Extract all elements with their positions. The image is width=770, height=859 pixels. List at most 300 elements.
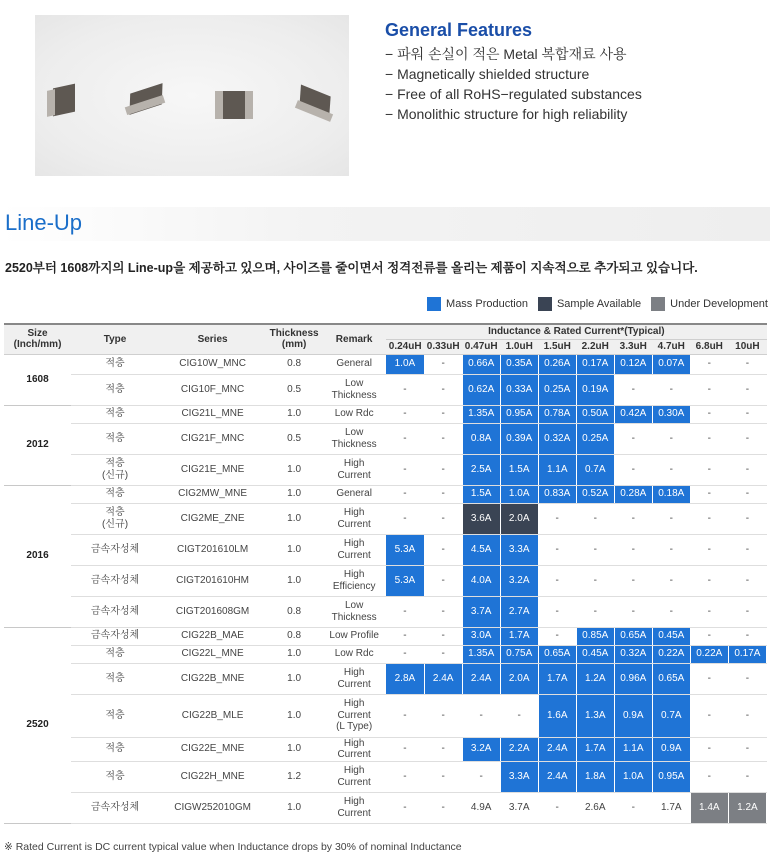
rated-current-cell: 0.17A bbox=[728, 645, 766, 663]
rated-current-cell: - bbox=[386, 454, 424, 485]
rated-current-cell: - bbox=[728, 761, 766, 792]
product-photo bbox=[35, 15, 349, 176]
rated-current-cell: 0.30A bbox=[652, 405, 690, 423]
lineup-table bbox=[4, 323, 767, 824]
rated-current-cell: - bbox=[538, 596, 576, 627]
rated-current-cell: - bbox=[538, 627, 576, 645]
type-cell: 적층 bbox=[71, 761, 159, 792]
rated-current-cell: - bbox=[690, 627, 728, 645]
thickness-cell: 1.0 bbox=[266, 792, 322, 823]
rated-current-cell: 1.0A bbox=[614, 761, 652, 792]
type-cell: 금속자성체 bbox=[71, 627, 159, 645]
rated-current-cell: - bbox=[424, 534, 462, 565]
rated-current-cell: 0.19A bbox=[576, 374, 614, 405]
rated-current-cell: 1.0A bbox=[500, 485, 538, 503]
rated-current-cell: - bbox=[690, 503, 728, 534]
rated-current-cell: 1.7A bbox=[538, 663, 576, 694]
series-cell: CIG22E_MNE bbox=[159, 737, 266, 761]
thickness-cell: 1.0 bbox=[266, 485, 322, 503]
table-row bbox=[4, 761, 767, 792]
rated-current-cell: - bbox=[424, 792, 462, 823]
type-cell: 적층 bbox=[71, 737, 159, 761]
rated-current-cell: - bbox=[728, 405, 766, 423]
rated-current-cell: - bbox=[538, 503, 576, 534]
rated-current-cell: 1.2A bbox=[576, 663, 614, 694]
legend-swatch bbox=[538, 297, 552, 311]
feature-item: − Monolithic structure for high reliability bbox=[385, 106, 628, 122]
rated-current-cell: - bbox=[728, 423, 766, 454]
remark-cell: General bbox=[322, 485, 386, 503]
series-cell: CIGT201608GM bbox=[159, 596, 266, 627]
series-cell: CIG10W_MNC bbox=[159, 354, 266, 374]
header-inductance-value: 10uH bbox=[728, 339, 766, 354]
rated-current-cell: - bbox=[424, 503, 462, 534]
remark-cell: High Efficiency bbox=[322, 565, 386, 596]
rated-current-cell: - bbox=[652, 534, 690, 565]
size-cell: 2012 bbox=[4, 405, 71, 485]
rated-current-cell: - bbox=[424, 737, 462, 761]
rated-current-cell: 5.3A bbox=[386, 534, 424, 565]
rated-current-cell: - bbox=[386, 405, 424, 423]
rated-current-cell: 0.28A bbox=[614, 485, 652, 503]
legend-item-under-development bbox=[651, 297, 768, 311]
rated-current-cell: 2.4A bbox=[462, 663, 500, 694]
type-cell: 금속자성체 bbox=[71, 534, 159, 565]
rated-current-cell: - bbox=[728, 565, 766, 596]
type-cell: 적층 bbox=[71, 354, 159, 374]
rated-current-cell: 2.5A bbox=[462, 454, 500, 485]
series-cell: CIGT201610HM bbox=[159, 565, 266, 596]
rated-current-cell: 0.12A bbox=[614, 354, 652, 374]
rated-current-cell: - bbox=[728, 454, 766, 485]
thickness-cell: 1.0 bbox=[266, 405, 322, 423]
series-cell: CIG21E_MNE bbox=[159, 454, 266, 485]
series-cell: CIG21F_MNC bbox=[159, 423, 266, 454]
rated-current-cell: - bbox=[728, 503, 766, 534]
rated-current-cell: 0.32A bbox=[614, 645, 652, 663]
rated-current-cell: 0.52A bbox=[576, 485, 614, 503]
features-list bbox=[385, 44, 765, 124]
rated-current-cell: - bbox=[424, 694, 462, 737]
legend bbox=[417, 297, 768, 311]
rated-current-cell: - bbox=[386, 485, 424, 503]
rated-current-cell: - bbox=[424, 485, 462, 503]
rated-current-cell: 1.7A bbox=[652, 792, 690, 823]
rated-current-cell: 0.9A bbox=[652, 737, 690, 761]
rated-current-cell: - bbox=[614, 374, 652, 405]
rated-current-cell: 1.35A bbox=[462, 405, 500, 423]
rated-current-cell: - bbox=[690, 694, 728, 737]
table-row bbox=[4, 503, 767, 534]
rated-current-cell: 0.83A bbox=[538, 485, 576, 503]
thickness-cell: 1.0 bbox=[266, 663, 322, 694]
chip-image bbox=[123, 85, 173, 121]
rated-current-cell: - bbox=[652, 423, 690, 454]
series-cell: CIGW252010GM bbox=[159, 792, 266, 823]
thickness-cell: 0.8 bbox=[266, 627, 322, 645]
rated-current-cell: - bbox=[386, 596, 424, 627]
rated-current-cell: 2.4A bbox=[538, 761, 576, 792]
rated-current-cell: - bbox=[614, 534, 652, 565]
rated-current-cell: 3.3A bbox=[500, 534, 538, 565]
rated-current-cell: 0.66A bbox=[462, 354, 500, 374]
rated-current-cell: 0.26A bbox=[538, 354, 576, 374]
rated-current-cell: - bbox=[690, 485, 728, 503]
type-cell: 적층 bbox=[71, 423, 159, 454]
rated-current-cell: 0.42A bbox=[614, 405, 652, 423]
rated-current-cell: 0.85A bbox=[576, 627, 614, 645]
table-row bbox=[4, 596, 767, 627]
rated-current-cell: 3.0A bbox=[462, 627, 500, 645]
chip-image bbox=[293, 89, 339, 125]
lineup-description: 2520부터 1608까지의 Line-up을 제공하고 있으며, 사이즈를 줄이면서 정격전류를 올리는 제품이 지속적으로 추가되고 있습니다. bbox=[5, 261, 698, 275]
remark-cell: General bbox=[322, 354, 386, 374]
thickness-cell: 0.8 bbox=[266, 354, 322, 374]
type-cell: 금속자성체 bbox=[71, 565, 159, 596]
rated-current-cell: - bbox=[652, 596, 690, 627]
rated-current-cell: 3.7A bbox=[462, 596, 500, 627]
rated-current-cell: - bbox=[424, 596, 462, 627]
rated-current-cell: - bbox=[690, 565, 728, 596]
type-cell: 적층 bbox=[71, 405, 159, 423]
thickness-cell: 1.0 bbox=[266, 565, 322, 596]
features-title: General Features bbox=[385, 20, 533, 40]
rated-current-cell: 0.07A bbox=[652, 354, 690, 374]
rated-current-cell: 1.7A bbox=[500, 627, 538, 645]
lineup-header-band bbox=[0, 207, 770, 241]
remark-cell: Low Rdc bbox=[322, 405, 386, 423]
rated-current-cell: - bbox=[386, 761, 424, 792]
table-row bbox=[4, 423, 767, 454]
table-row bbox=[4, 534, 767, 565]
rated-current-cell: - bbox=[424, 627, 462, 645]
rated-current-cell: 0.96A bbox=[614, 663, 652, 694]
rated-current-cell: 0.18A bbox=[652, 485, 690, 503]
header-inductance-value: 0.24uH bbox=[386, 339, 424, 354]
series-cell: CIG22B_MLE bbox=[159, 694, 266, 737]
type-cell: 적층 (신규) bbox=[71, 454, 159, 485]
table-row bbox=[4, 645, 767, 663]
rated-current-cell: 4.5A bbox=[462, 534, 500, 565]
header-inductance-value: 1.5uH bbox=[538, 339, 576, 354]
remark-cell: High Current bbox=[322, 534, 386, 565]
legend-swatch bbox=[651, 297, 665, 311]
table-row bbox=[4, 454, 767, 485]
remark-cell: High Current bbox=[322, 761, 386, 792]
rated-current-cell: - bbox=[538, 565, 576, 596]
table-row bbox=[4, 485, 767, 503]
rated-current-cell: - bbox=[576, 565, 614, 596]
rated-current-cell: 0.17A bbox=[576, 354, 614, 374]
header-inductance-value: 0.47uH bbox=[462, 339, 500, 354]
rated-current-cell: 0.75A bbox=[500, 645, 538, 663]
rated-current-cell: 0.62A bbox=[462, 374, 500, 405]
rated-current-cell: 4.9A bbox=[462, 792, 500, 823]
rated-current-cell: - bbox=[424, 565, 462, 596]
rated-current-cell: - bbox=[576, 534, 614, 565]
rated-current-cell: - bbox=[424, 454, 462, 485]
rated-current-cell: 1.8A bbox=[576, 761, 614, 792]
rated-current-cell: - bbox=[728, 354, 766, 374]
footnote: ※ Rated Current is DC current typical value when Inductance drops by 30% of nominal Inductance bbox=[4, 841, 462, 853]
rated-current-cell: 1.5A bbox=[500, 454, 538, 485]
table-row bbox=[4, 354, 767, 374]
rated-current-cell: 2.0A bbox=[500, 503, 538, 534]
header-inductance-value: 3.3uH bbox=[614, 339, 652, 354]
rated-current-cell: 0.35A bbox=[500, 354, 538, 374]
remark-cell: Low Profile bbox=[322, 627, 386, 645]
rated-current-cell: 2.4A bbox=[424, 663, 462, 694]
remark-cell: Low Rdc bbox=[322, 645, 386, 663]
thickness-cell: 0.5 bbox=[266, 374, 322, 405]
rated-current-cell: 1.7A bbox=[576, 737, 614, 761]
rated-current-cell: - bbox=[538, 792, 576, 823]
thickness-cell: 1.2 bbox=[266, 761, 322, 792]
header-inductance-value: 1.0uH bbox=[500, 339, 538, 354]
rated-current-cell: - bbox=[728, 627, 766, 645]
rated-current-cell: - bbox=[652, 565, 690, 596]
legend-label: Mass Production bbox=[446, 298, 528, 310]
rated-current-cell: 0.65A bbox=[614, 627, 652, 645]
feature-item: − 파워 손실이 적은 Metal 복합재료 사용 bbox=[385, 46, 627, 62]
rated-current-cell: - bbox=[424, 761, 462, 792]
rated-current-cell: - bbox=[728, 534, 766, 565]
thickness-cell: 0.8 bbox=[266, 596, 322, 627]
thickness-cell: 1.0 bbox=[266, 534, 322, 565]
feature-item: − Free of all RoHS−regulated substances bbox=[385, 86, 642, 102]
rated-current-cell: 0.22A bbox=[652, 645, 690, 663]
rated-current-cell: - bbox=[728, 663, 766, 694]
rated-current-cell: - bbox=[614, 454, 652, 485]
rated-current-cell: 1.6A bbox=[538, 694, 576, 737]
rated-current-cell: 0.25A bbox=[576, 423, 614, 454]
rated-current-cell: 0.39A bbox=[500, 423, 538, 454]
header-thickness-label: Thickness (mm) bbox=[269, 327, 319, 351]
rated-current-cell: - bbox=[538, 534, 576, 565]
rated-current-cell: - bbox=[614, 503, 652, 534]
header-type: Type bbox=[71, 324, 159, 354]
rated-current-cell: - bbox=[728, 694, 766, 737]
rated-current-cell: 0.95A bbox=[652, 761, 690, 792]
table-row bbox=[4, 694, 767, 737]
rated-current-cell: 0.22A bbox=[690, 645, 728, 663]
rated-current-cell: 5.3A bbox=[386, 565, 424, 596]
rated-current-cell: 1.5A bbox=[462, 485, 500, 503]
rated-current-cell: - bbox=[386, 627, 424, 645]
rated-current-cell: 3.3A bbox=[500, 761, 538, 792]
rated-current-cell: - bbox=[690, 737, 728, 761]
table-row bbox=[4, 737, 767, 761]
rated-current-cell: 2.7A bbox=[500, 596, 538, 627]
header-inductance: Inductance & Rated Current*(Typical) bbox=[386, 324, 766, 339]
series-cell: CIG22B_MAE bbox=[159, 627, 266, 645]
rated-current-cell: - bbox=[690, 596, 728, 627]
header-inductance-value: 6.8uH bbox=[690, 339, 728, 354]
rated-current-cell: - bbox=[424, 423, 462, 454]
rated-current-cell: 2.8A bbox=[386, 663, 424, 694]
rated-current-cell: 0.32A bbox=[538, 423, 576, 454]
rated-current-cell: 0.95A bbox=[500, 405, 538, 423]
rated-current-cell: 0.50A bbox=[576, 405, 614, 423]
type-cell: 적층 bbox=[71, 485, 159, 503]
rated-current-cell: - bbox=[728, 737, 766, 761]
rated-current-cell: 1.0A bbox=[386, 354, 424, 374]
rated-current-cell: 1.2A bbox=[728, 792, 766, 823]
table-row bbox=[4, 374, 767, 405]
rated-current-cell: 0.45A bbox=[652, 627, 690, 645]
rated-current-cell: 0.33A bbox=[500, 374, 538, 405]
rated-current-cell: - bbox=[576, 596, 614, 627]
legend-label: Under Development bbox=[670, 298, 768, 310]
rated-current-cell: - bbox=[462, 761, 500, 792]
rated-current-cell: - bbox=[652, 503, 690, 534]
header-inductance-value: 2.2uH bbox=[576, 339, 614, 354]
chip-image bbox=[215, 87, 257, 123]
series-cell: CIG22H_MNE bbox=[159, 761, 266, 792]
header-thickness bbox=[266, 324, 322, 354]
header-inductance-value: 4.7uH bbox=[652, 339, 690, 354]
rated-current-cell: 2.2A bbox=[500, 737, 538, 761]
remark-cell: Low Thickness bbox=[322, 374, 386, 405]
rated-current-cell: - bbox=[424, 645, 462, 663]
rated-current-cell: - bbox=[690, 454, 728, 485]
rated-current-cell: 4.0A bbox=[462, 565, 500, 596]
rated-current-cell: 1.3A bbox=[576, 694, 614, 737]
header-remark: Remark bbox=[322, 324, 386, 354]
rated-current-cell: - bbox=[424, 354, 462, 374]
rated-current-cell: - bbox=[500, 694, 538, 737]
remark-cell: Low Thickness bbox=[322, 596, 386, 627]
rated-current-cell: 1.4A bbox=[690, 792, 728, 823]
rated-current-cell: 0.7A bbox=[576, 454, 614, 485]
rated-current-cell: 2.0A bbox=[500, 663, 538, 694]
rated-current-cell: 0.45A bbox=[576, 645, 614, 663]
rated-current-cell: 2.6A bbox=[576, 792, 614, 823]
rated-current-cell: - bbox=[424, 405, 462, 423]
legend-item-mass-production bbox=[427, 297, 528, 311]
rated-current-cell: 3.6A bbox=[462, 503, 500, 534]
series-cell: CIG10F_MNC bbox=[159, 374, 266, 405]
series-cell: CIGT201610LM bbox=[159, 534, 266, 565]
rated-current-cell: - bbox=[386, 503, 424, 534]
rated-current-cell: - bbox=[614, 565, 652, 596]
legend-swatch bbox=[427, 297, 441, 311]
size-cell: 2016 bbox=[4, 485, 71, 627]
type-cell: 적층 bbox=[71, 645, 159, 663]
rated-current-cell: 0.9A bbox=[614, 694, 652, 737]
rated-current-cell: - bbox=[386, 374, 424, 405]
rated-current-cell: - bbox=[690, 534, 728, 565]
rated-current-cell: - bbox=[690, 354, 728, 374]
rated-current-cell: - bbox=[386, 645, 424, 663]
rated-current-cell: - bbox=[690, 423, 728, 454]
series-cell: CIG22L_MNE bbox=[159, 645, 266, 663]
series-cell: CIG2ME_ZNE bbox=[159, 503, 266, 534]
general-features bbox=[385, 20, 765, 124]
header-series: Series bbox=[159, 324, 266, 354]
table-row bbox=[4, 663, 767, 694]
rated-current-cell: 1.1A bbox=[538, 454, 576, 485]
size-cell: 1608 bbox=[4, 354, 71, 405]
table-row bbox=[4, 792, 767, 823]
rated-current-cell: 2.4A bbox=[538, 737, 576, 761]
remark-cell: High Current bbox=[322, 503, 386, 534]
legend-label: Sample Available bbox=[556, 298, 642, 310]
thickness-cell: 1.0 bbox=[266, 737, 322, 761]
header-inductance-value: 0.33uH bbox=[424, 339, 462, 354]
series-cell: CIG2MW_MNE bbox=[159, 485, 266, 503]
table-row bbox=[4, 405, 767, 423]
rated-current-cell: - bbox=[386, 737, 424, 761]
rated-current-cell: 3.2A bbox=[462, 737, 500, 761]
type-cell: 적층 bbox=[71, 374, 159, 405]
rated-current-cell: 0.78A bbox=[538, 405, 576, 423]
remark-cell: High Current bbox=[322, 792, 386, 823]
rated-current-cell: - bbox=[614, 596, 652, 627]
series-cell: CIG21L_MNE bbox=[159, 405, 266, 423]
rated-current-cell: 1.1A bbox=[614, 737, 652, 761]
header-size bbox=[4, 324, 71, 354]
type-cell: 적층 bbox=[71, 663, 159, 694]
type-cell: 금속자성체 bbox=[71, 596, 159, 627]
rated-current-cell: - bbox=[690, 761, 728, 792]
rated-current-cell: - bbox=[728, 485, 766, 503]
feature-item: − Magnetically shielded structure bbox=[385, 66, 590, 82]
type-cell: 적층 bbox=[71, 694, 159, 737]
header-size-label: Size (Inch/mm) bbox=[13, 327, 62, 351]
rated-current-cell: - bbox=[424, 374, 462, 405]
rated-current-cell: - bbox=[386, 792, 424, 823]
thickness-cell: 1.0 bbox=[266, 454, 322, 485]
table-row bbox=[4, 565, 767, 596]
rated-current-cell: 1.35A bbox=[462, 645, 500, 663]
rated-current-cell: - bbox=[386, 423, 424, 454]
thickness-cell: 1.0 bbox=[266, 503, 322, 534]
thickness-cell: 0.5 bbox=[266, 423, 322, 454]
remark-cell: High Current bbox=[322, 454, 386, 485]
rated-current-cell: - bbox=[690, 663, 728, 694]
type-cell: 적층 (신규) bbox=[71, 503, 159, 534]
series-cell: CIG22B_MNE bbox=[159, 663, 266, 694]
remark-cell: Low Thickness bbox=[322, 423, 386, 454]
rated-current-cell: - bbox=[690, 405, 728, 423]
rated-current-cell: 0.25A bbox=[538, 374, 576, 405]
chip-image bbox=[47, 82, 79, 118]
rated-current-cell: 0.8A bbox=[462, 423, 500, 454]
type-cell: 금속자성체 bbox=[71, 792, 159, 823]
rated-current-cell: - bbox=[728, 374, 766, 405]
rated-current-cell: - bbox=[614, 423, 652, 454]
rated-current-cell: 3.7A bbox=[500, 792, 538, 823]
lineup-title: Line-Up bbox=[5, 210, 83, 235]
rated-current-cell: 3.2A bbox=[500, 565, 538, 596]
rated-current-cell: 0.7A bbox=[652, 694, 690, 737]
thickness-cell: 1.0 bbox=[266, 645, 322, 663]
rated-current-cell: 0.65A bbox=[652, 663, 690, 694]
size-cell: 2520 bbox=[4, 627, 71, 823]
rated-current-cell: - bbox=[576, 503, 614, 534]
rated-current-cell: - bbox=[690, 374, 728, 405]
remark-cell: High Current bbox=[322, 663, 386, 694]
remark-cell: High Current (L Type) bbox=[322, 694, 386, 737]
rated-current-cell: - bbox=[652, 374, 690, 405]
table-row bbox=[4, 627, 767, 645]
legend-item-sample-available bbox=[538, 297, 641, 311]
rated-current-cell: - bbox=[386, 694, 424, 737]
thickness-cell: 1.0 bbox=[266, 694, 322, 737]
rated-current-cell: 0.65A bbox=[538, 645, 576, 663]
remark-cell: High Current bbox=[322, 737, 386, 761]
